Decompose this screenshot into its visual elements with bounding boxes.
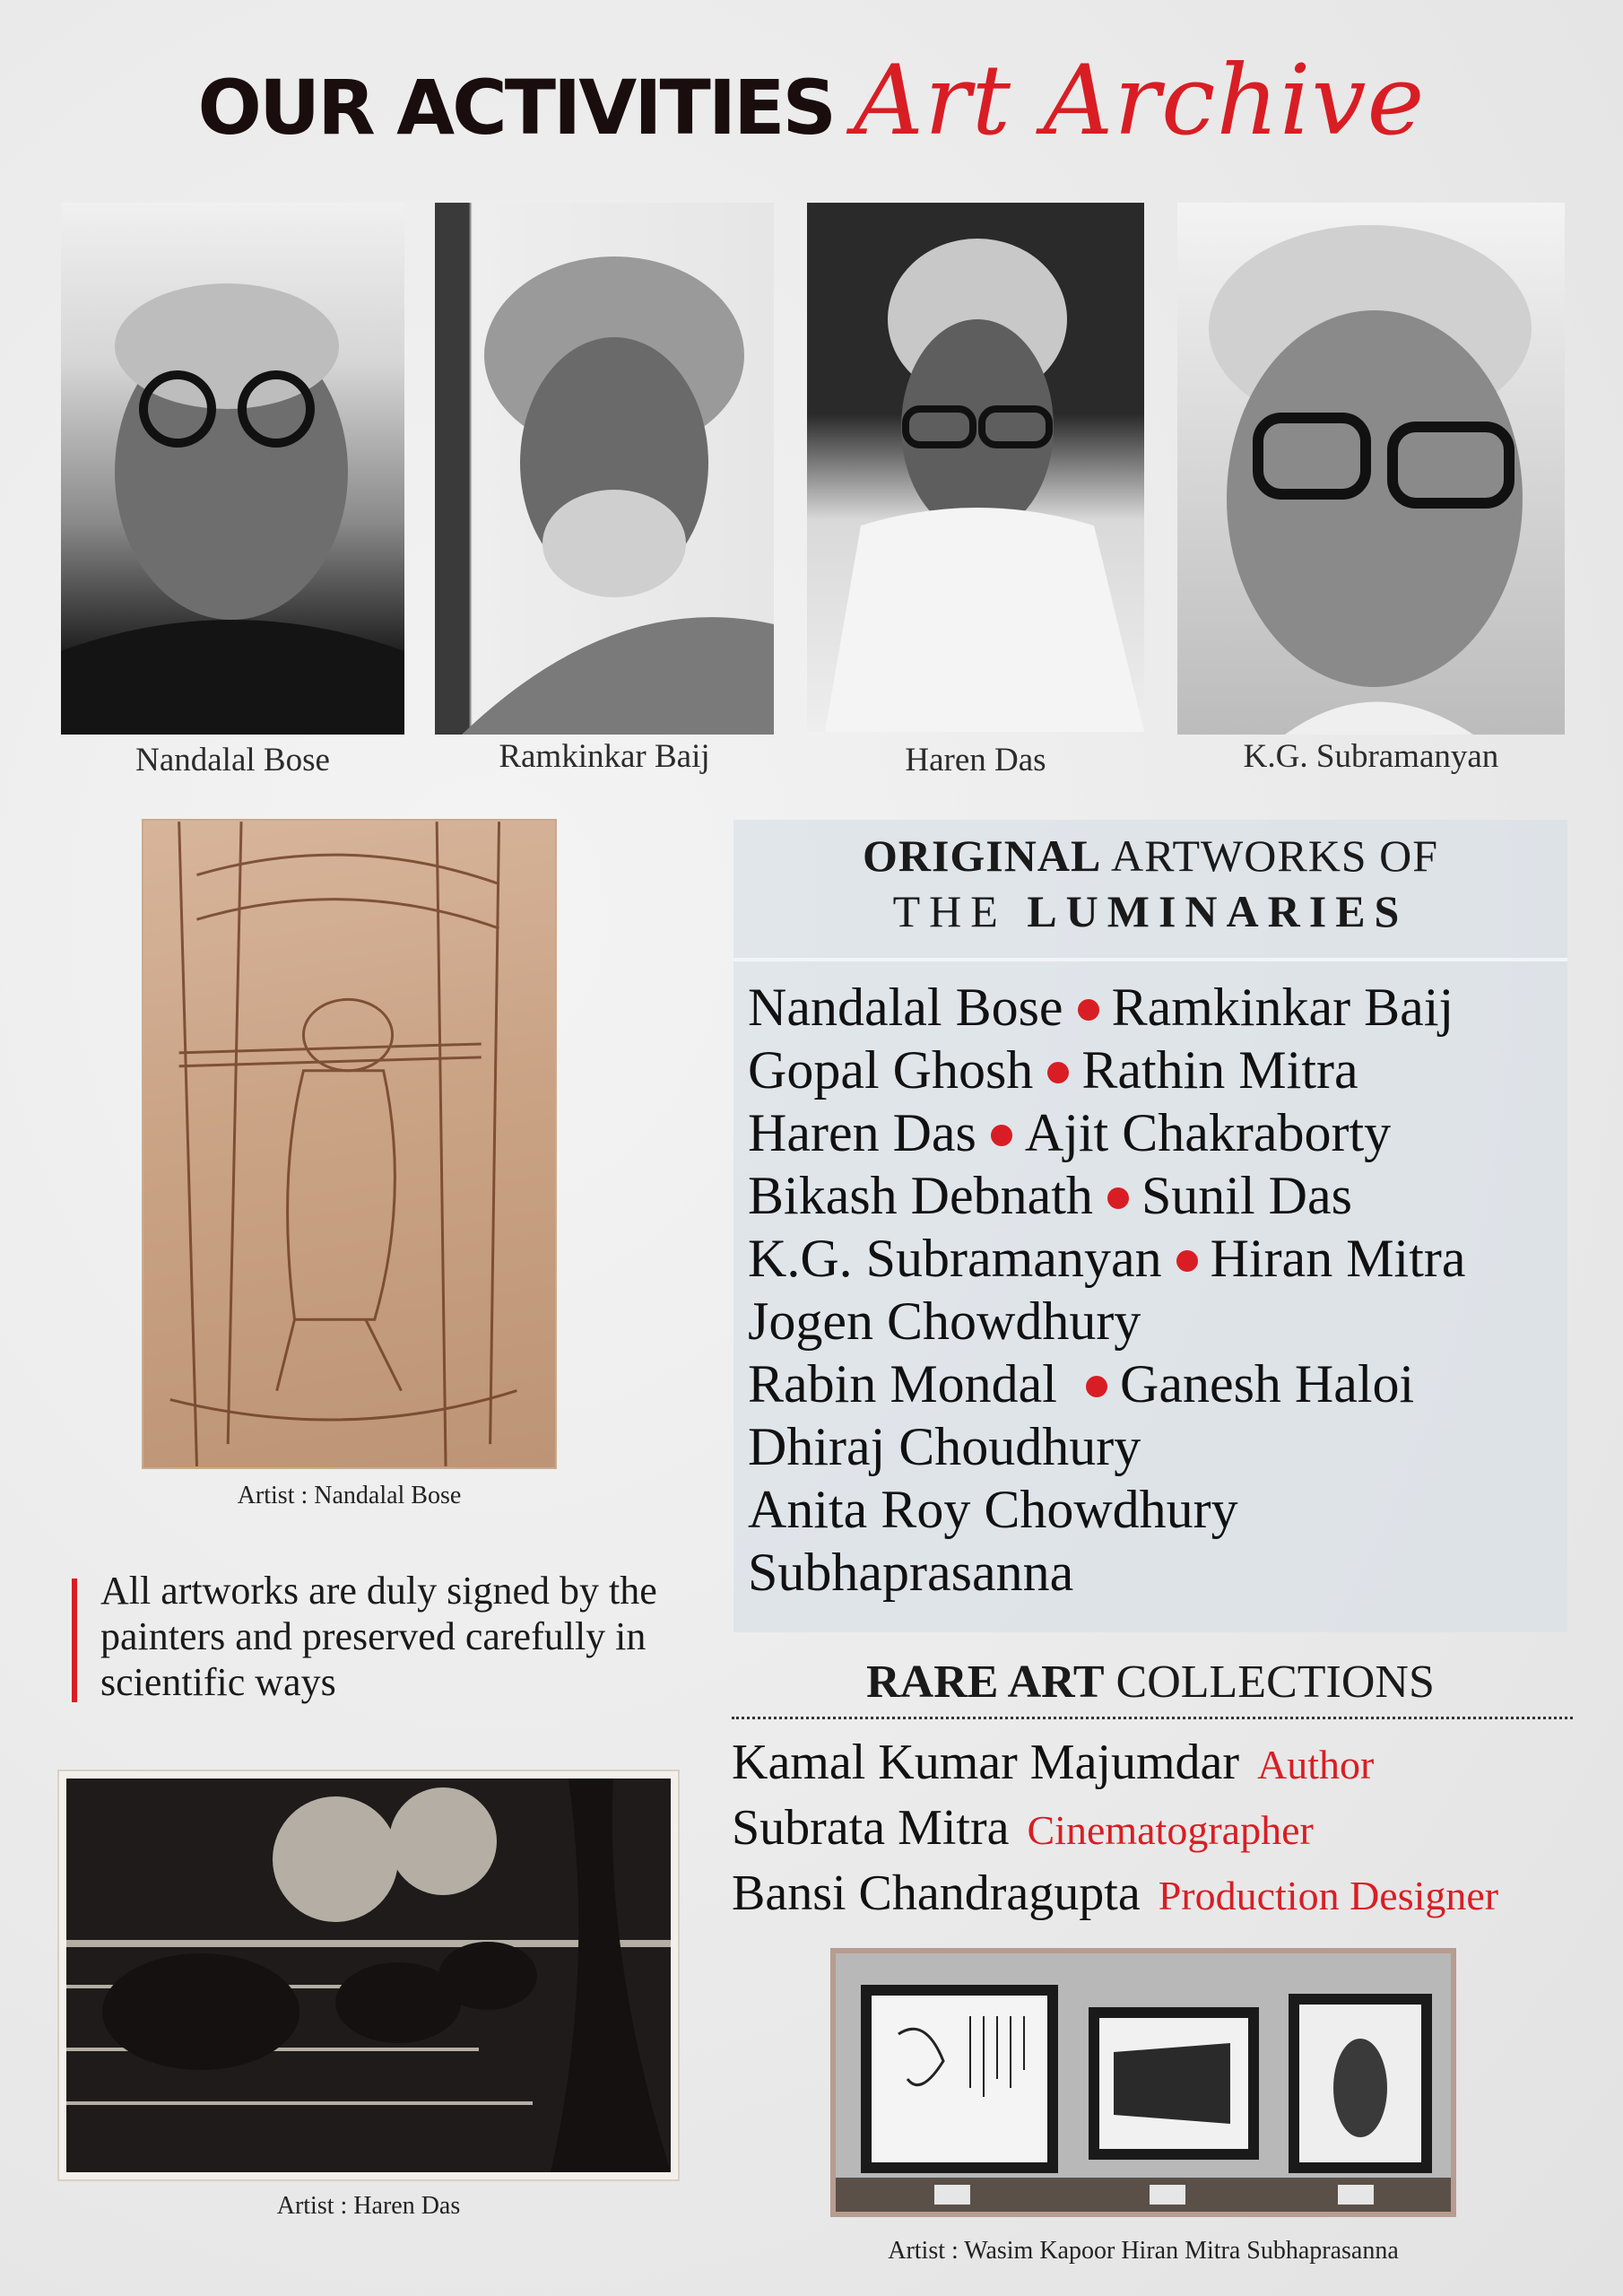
separator-dot: [1078, 999, 1099, 1021]
luminary-row: [748, 1227, 1564, 1290]
portrait-caption-3: Haren Das: [905, 742, 1046, 778]
luminaries-heading-the: THE: [892, 886, 1028, 936]
rare-heading-bold: RARE ART: [866, 1657, 1105, 1708]
separator-dot: [1176, 1250, 1198, 1272]
rare-item-name: Kamal Kumar Majumdar: [732, 1735, 1240, 1790]
luminary-name: Anita Roy Chowdhury: [748, 1480, 1238, 1539]
portrait-figure-4: [1177, 203, 1565, 735]
luminary-name: Rabin Mondal: [748, 1354, 1057, 1413]
portrait-figure-1: [61, 203, 404, 735]
portrait-photo-2: [435, 203, 774, 735]
luminaries-heading-bold: ORIGINAL: [862, 831, 1102, 881]
portrait-figure-3: [807, 203, 1144, 732]
woodcut-caption: Artist : Haren Das: [276, 2192, 461, 2220]
gallery-frames: [836, 1953, 1451, 2212]
luminary-name: K.G. Subramanyan: [748, 1229, 1162, 1288]
rare-collections-list: [732, 1731, 1610, 1927]
luminary-row: [748, 1290, 1564, 1352]
luminary-name: Ajit Chakraborty: [1024, 1103, 1392, 1162]
rare-heading-rest: COLLECTIONS: [1104, 1657, 1435, 1708]
luminaries-list: [748, 976, 1564, 1604]
portrait-photo-3: [807, 203, 1144, 732]
luminary-row: [748, 1101, 1564, 1164]
luminary-row: [748, 1478, 1564, 1541]
sketch-caption: Artist : Nandalal Bose: [237, 1482, 462, 1509]
luminary-name: Sunil Das: [1141, 1166, 1352, 1225]
separator-dot: [1047, 1062, 1069, 1083]
rare-dotted-rule: [732, 1717, 1573, 1719]
separator-dot: [1086, 1376, 1107, 1397]
note-accent-bar: [72, 1578, 77, 1702]
rare-item: [732, 1862, 1610, 1927]
rare-item: [732, 1731, 1610, 1796]
sketch-drawing: [143, 821, 555, 1467]
luminaries-divider: [733, 958, 1567, 961]
luminary-name: Haren Das: [748, 1103, 976, 1162]
luminary-name: Rathin Mitra: [1081, 1040, 1358, 1100]
woodcut-drawing: [66, 1779, 671, 2172]
title-main: OUR ACTIVITIES: [197, 64, 834, 152]
portrait-caption-2: Ramkinkar Baij: [499, 738, 710, 775]
luminary-name: Hiran Mitra: [1210, 1229, 1466, 1288]
portrait-figure-2: [435, 203, 774, 735]
luminary-row: [748, 1541, 1564, 1604]
portrait-caption-1: Nandalal Bose: [135, 742, 330, 778]
portrait-photo-1: [61, 203, 404, 735]
portrait-photo-4: [1177, 203, 1565, 735]
portrait-caption-4: K.G. Subramanyan: [1243, 738, 1499, 775]
luminary-name: Ramkinkar Baij: [1111, 978, 1454, 1037]
preservation-note: All artworks are duly signed by the painters and preserved carefully in scientific ways: [100, 1569, 657, 1704]
luminary-name: Nandalal Bose: [748, 978, 1063, 1037]
luminaries-heading: [733, 829, 1567, 940]
luminary-name: Subhaprasanna: [748, 1543, 1074, 1602]
luminary-row: [748, 1039, 1564, 1101]
rare-item-name: Subrata Mitra: [732, 1800, 1010, 1856]
luminary-name: Dhiraj Choudhury: [748, 1417, 1141, 1476]
luminary-name: Ganesh Haloi: [1119, 1354, 1415, 1413]
rare-item: [732, 1796, 1610, 1862]
page-title: [0, 45, 1623, 157]
luminary-row: [748, 1415, 1564, 1478]
woodcut-artwork-image: [59, 1771, 678, 2179]
luminary-row: [748, 1352, 1564, 1415]
sketch-artwork-image: [142, 819, 557, 1469]
luminary-name: Bikash Debnath: [748, 1166, 1093, 1225]
luminary-name: Gopal Ghosh: [748, 1040, 1034, 1100]
separator-dot: [991, 1125, 1012, 1146]
luminaries-heading-luminaries: LUMINARIES: [1027, 886, 1409, 936]
rare-item-role: Author: [1257, 1742, 1375, 1787]
luminary-name: Jogen Chowdhury: [748, 1292, 1141, 1351]
luminary-row: [748, 1164, 1564, 1227]
rare-collections-heading: [733, 1656, 1567, 1709]
gallery-caption: Artist : Wasim Kapoor Hiran Mitra Subhaprasanna: [888, 2237, 1399, 2265]
gallery-photo: [830, 1948, 1456, 2217]
rare-item-role: Cinematographer: [1027, 1807, 1314, 1853]
rare-item-name: Bansi Chandragupta: [732, 1866, 1141, 1921]
separator-dot: [1107, 1187, 1129, 1209]
rare-item-role: Production Designer: [1158, 1873, 1499, 1918]
luminaries-heading-rest: ARTWORKS OF: [1101, 831, 1439, 881]
title-script: Art Archive: [853, 45, 1426, 157]
luminary-row: [748, 976, 1564, 1039]
